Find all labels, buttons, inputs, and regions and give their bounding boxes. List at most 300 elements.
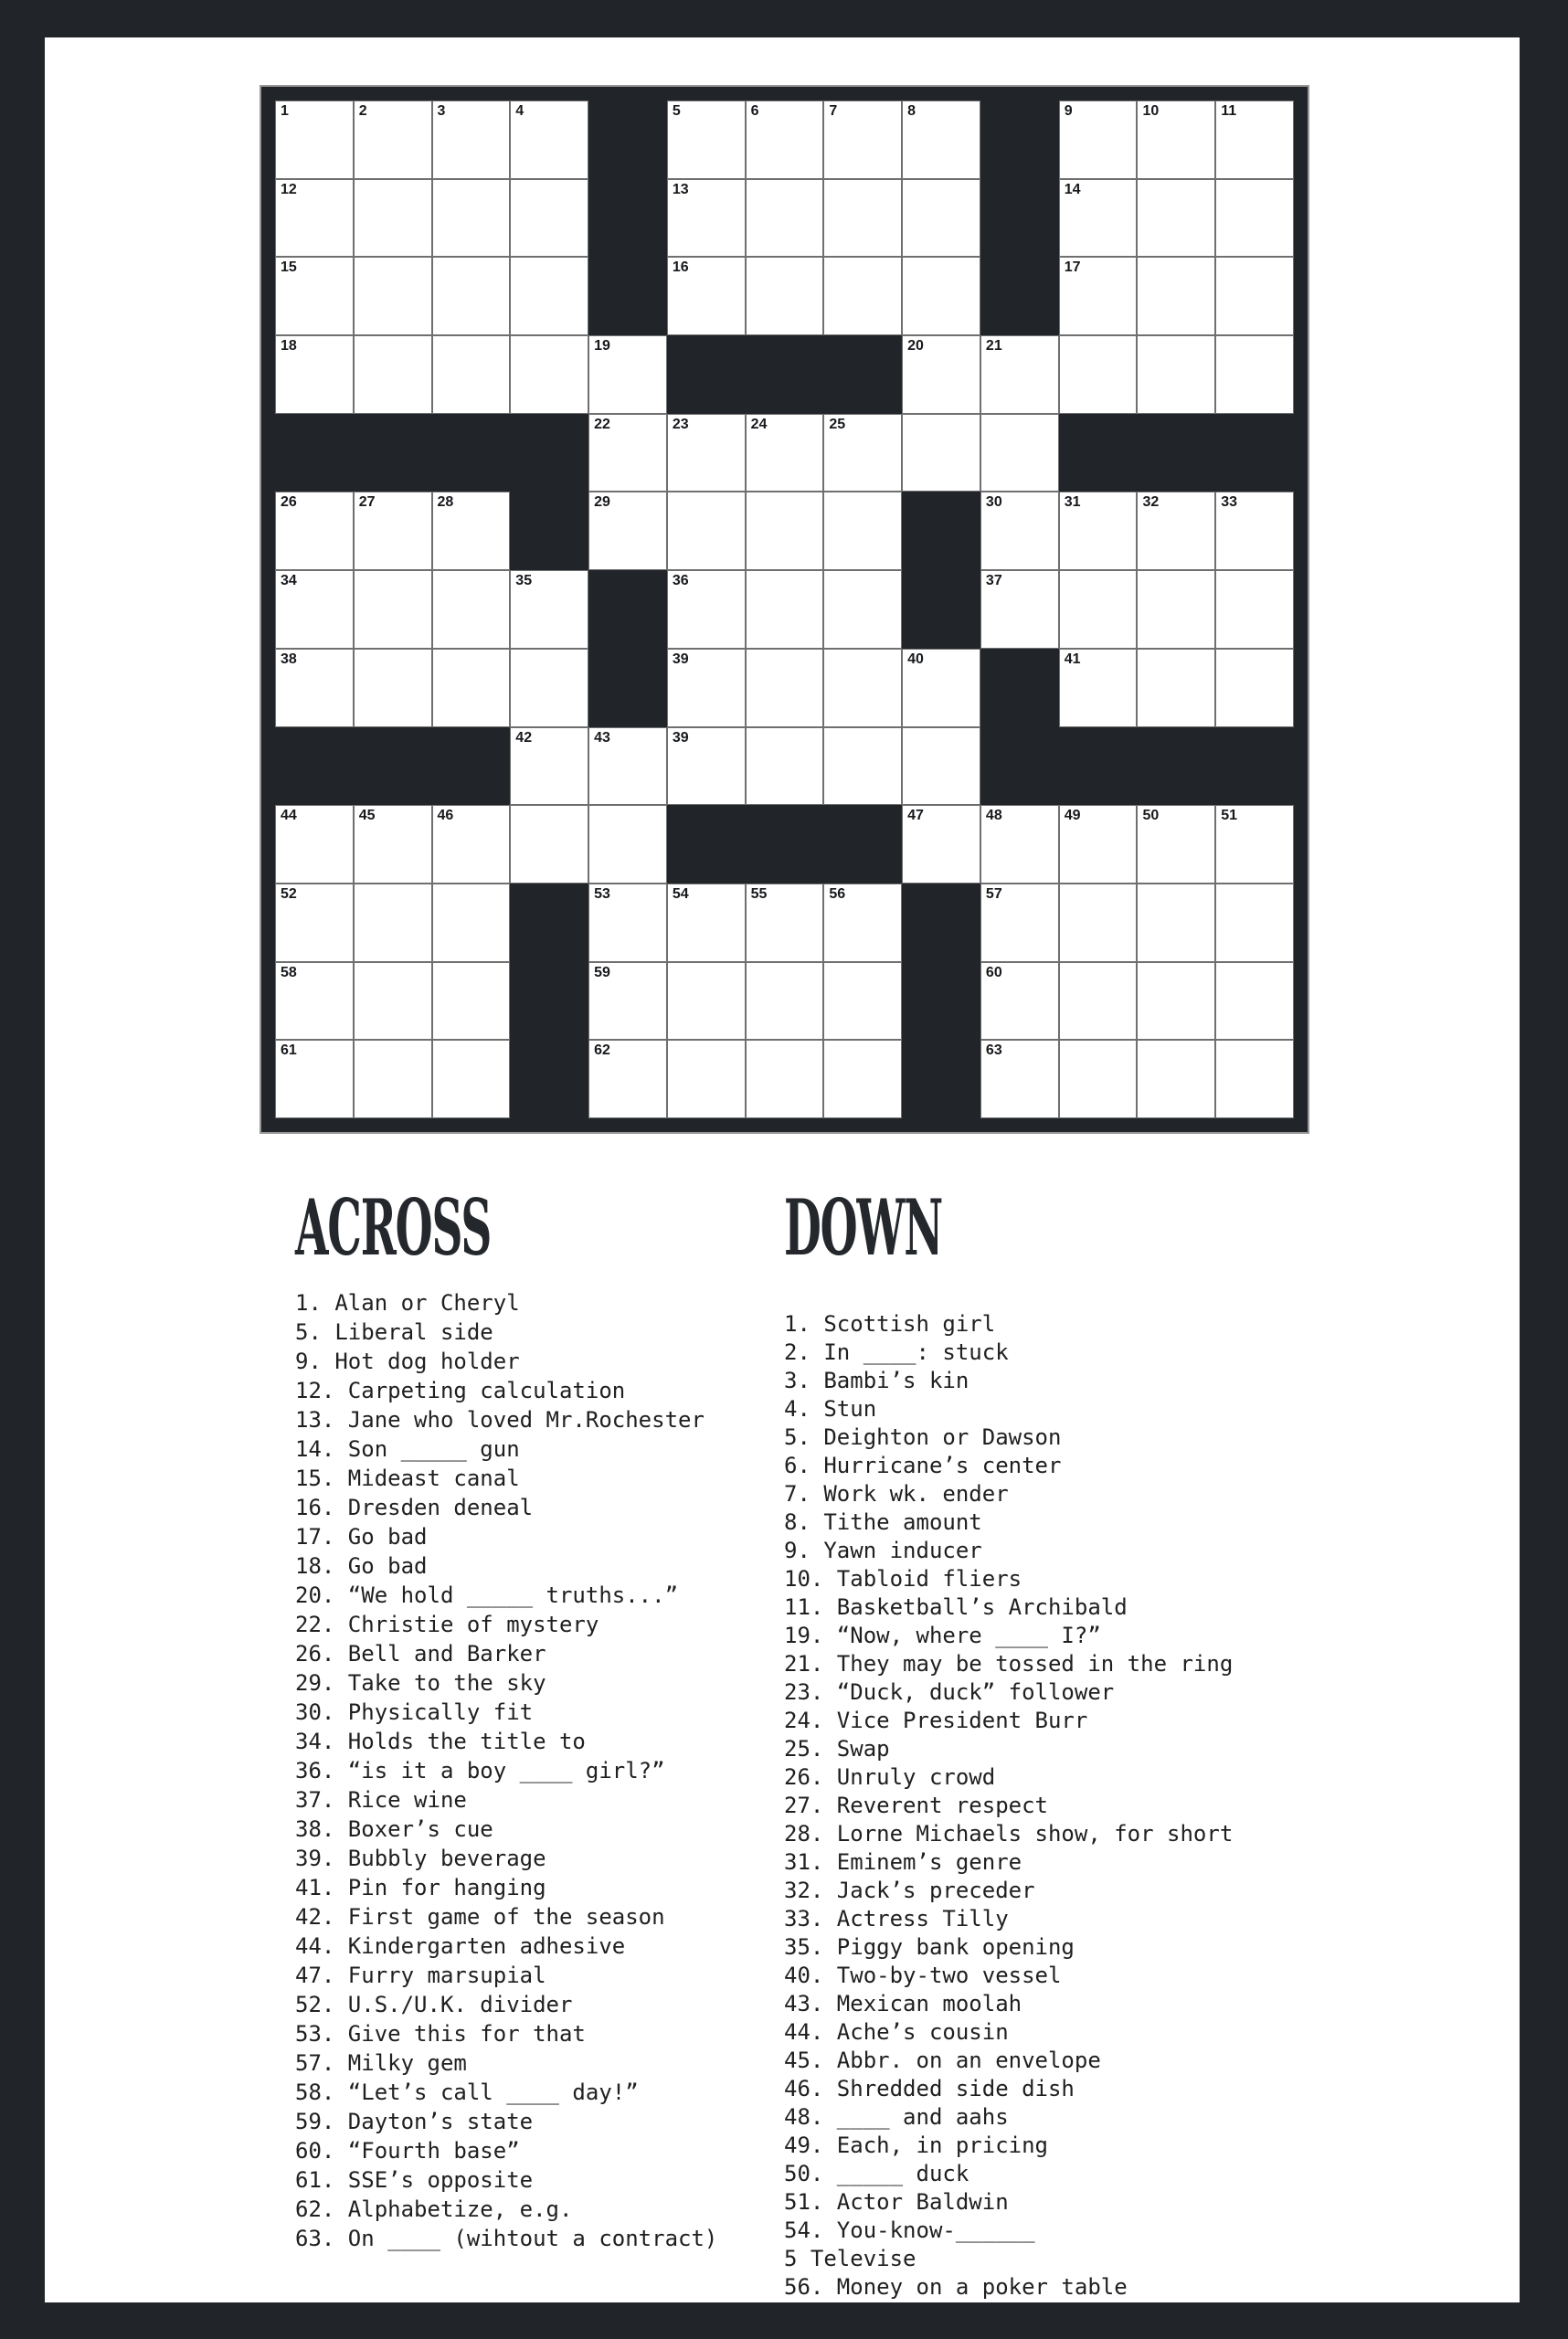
cell-number: 59 [594, 964, 610, 980]
grid-cell-r12c3[interactable] [432, 962, 511, 1041]
grid-cell-r6c11[interactable] [1059, 492, 1138, 570]
grid-cell-r7c11[interactable] [1059, 570, 1138, 649]
down-clue-2: 2. In ____: stuck [784, 1339, 1009, 1365]
grid-cell-r1c13[interactable] [1215, 101, 1294, 179]
grid-block-r4c7 [746, 335, 824, 414]
grid-block-r12c4 [510, 962, 588, 1041]
across-clue-37: 37. Rice wine [295, 1787, 467, 1813]
grid-cell-r11c13[interactable] [1215, 884, 1294, 962]
grid-block-r10c7 [746, 805, 824, 884]
grid-block-r9c2 [354, 727, 432, 806]
grid-cell-r7c7[interactable] [746, 570, 824, 649]
grid-cell-r4c4[interactable] [510, 335, 588, 414]
across-clue-26: 26. Bell and Barker [295, 1641, 546, 1667]
grid-block-r11c4 [510, 884, 588, 962]
cell-number: 28 [437, 494, 454, 511]
cell-number: 23 [672, 416, 689, 432]
grid-cell-r1c9[interactable] [902, 101, 980, 179]
grid-block-r9c10 [980, 727, 1059, 806]
down-clue-27: 27. Reverent respect [784, 1793, 1048, 1818]
grid-cell-r12c10[interactable] [980, 962, 1059, 1041]
grid-block-r6c9 [902, 492, 980, 570]
grid-cell-r5c5[interactable] [588, 414, 667, 492]
grid-cell-r10c4[interactable] [510, 805, 588, 884]
down-clue-46: 46. Shredded side dish [784, 2076, 1075, 2101]
grid-cell-r5c10[interactable] [980, 414, 1059, 492]
cell-number: 55 [750, 885, 768, 902]
grid-cell-r10c1[interactable] [275, 805, 354, 884]
grid-block-r5c3 [432, 414, 511, 492]
grid-cell-r2c7[interactable] [746, 179, 824, 258]
grid-block-r7c5 [588, 570, 667, 649]
grid-block-r11c9 [902, 884, 980, 962]
cell-number: 15 [281, 259, 297, 276]
grid-cell-r4c10[interactable] [980, 335, 1059, 414]
down-clue-26: 26. Unruly crowd [784, 1764, 996, 1790]
cell-number: 3 [437, 103, 446, 119]
grid-cell-r3c11[interactable] [1059, 257, 1138, 335]
grid-cell-r8c7[interactable] [746, 649, 824, 727]
across-clue-61: 61. SSE’s opposite [295, 2167, 534, 2193]
across-clue-30: 30. Physically fit [295, 1699, 534, 1725]
cell-number: 40 [907, 651, 924, 667]
cell-number: 33 [1221, 494, 1238, 511]
down-clue-28: 28. Lorne Michaels show, for short [784, 1821, 1234, 1847]
grid-cell-r5c6[interactable] [667, 414, 746, 492]
across-clue-20: 20. “We hold _____ truths...” [295, 1582, 679, 1608]
grid-block-r9c12 [1137, 727, 1215, 806]
grid-cell-r4c3[interactable] [432, 335, 511, 414]
grid-block-r13c9 [902, 1040, 980, 1118]
grid-cell-r6c6[interactable] [667, 492, 746, 570]
down-heading-text: DOWN [784, 1182, 943, 1273]
grid-block-r5c13 [1215, 414, 1294, 492]
grid-cell-r4c9[interactable] [902, 335, 980, 414]
grid-cell-r9c9[interactable] [902, 727, 980, 806]
grid-cell-r12c6[interactable] [667, 962, 746, 1041]
grid-cell-r10c12[interactable] [1137, 805, 1215, 884]
grid-block-r9c1 [275, 727, 354, 806]
grid-cell-r6c13[interactable] [1215, 492, 1294, 570]
across-clue-63: 63. On ____ (wihtout a contract) [295, 2226, 718, 2251]
across-clue-list [295, 1288, 717, 2253]
grid-cell-r12c5[interactable] [588, 962, 667, 1041]
grid-cell-r13c11[interactable] [1059, 1040, 1138, 1118]
cell-number: 9 [1064, 103, 1073, 119]
cell-number: 5 [672, 103, 681, 119]
grid-block-r2c5 [588, 179, 667, 258]
grid-cell-r13c1[interactable] [275, 1040, 354, 1118]
cell-number: 48 [985, 808, 1002, 824]
grid-cell-r11c11[interactable] [1059, 884, 1138, 962]
down-clue-33: 33. Actress Tilly [784, 1906, 1009, 1932]
grid-block-r8c10 [980, 649, 1059, 727]
grid-cell-r10c5[interactable] [588, 805, 667, 884]
grid-cell-r7c10[interactable] [980, 570, 1059, 649]
grid-cell-r3c8[interactable] [823, 257, 902, 335]
grid-cell-r11c7[interactable] [746, 884, 824, 962]
grid-cell-r1c8[interactable] [823, 101, 902, 179]
cell-number: 54 [672, 885, 689, 902]
grid-cell-r3c4[interactable] [510, 257, 588, 335]
cell-number: 34 [281, 573, 297, 589]
down-clue-11: 11. Basketball’s Archibald [784, 1594, 1128, 1620]
grid-cell-r10c3[interactable] [432, 805, 511, 884]
grid-cell-r1c6[interactable] [667, 101, 746, 179]
grid-cell-r3c3[interactable] [432, 257, 511, 335]
cell-number: 63 [985, 1042, 1002, 1059]
across-clue-42: 42. First game of the season [295, 1904, 665, 1930]
across-clue-15: 15. Mideast canal [295, 1466, 520, 1491]
grid-cell-r11c8[interactable] [823, 884, 902, 962]
down-clue-5: 5. Deighton or Dawson [784, 1424, 1062, 1450]
down-clue-list [784, 1310, 1233, 2302]
cell-number: 11 [1221, 103, 1237, 119]
down-clue-54: 54. You-know-______ [784, 2217, 1035, 2243]
across-clue-34: 34. Holds the title to [295, 1729, 586, 1754]
grid-cell-r12c2[interactable] [354, 962, 432, 1041]
grid-cell-r7c3[interactable] [432, 570, 511, 649]
down-clue-6: 6. Hurricane’s center [784, 1453, 1062, 1478]
across-clue-58: 58. “Let’s call ____ day!” [295, 2080, 639, 2105]
down-clue-51: 51. Actor Baldwin [784, 2189, 1009, 2215]
grid-block-r10c6 [667, 805, 746, 884]
grid-cell-r12c11[interactable] [1059, 962, 1138, 1041]
cell-number: 43 [594, 729, 610, 746]
cell-number: 56 [829, 885, 846, 902]
cell-number: 7 [829, 103, 838, 119]
down-clue-24: 24. Vice President Burr [784, 1708, 1088, 1733]
grid-cell-r4c11[interactable] [1059, 335, 1138, 414]
grid-cell-r6c7[interactable] [746, 492, 824, 570]
grid-cells-container [275, 101, 1294, 1118]
cell-number: 61 [281, 1042, 297, 1059]
cell-number: 51 [1221, 808, 1238, 824]
grid-cell-r2c11[interactable] [1059, 179, 1138, 258]
cell-number: 22 [594, 416, 610, 432]
across-clue-13: 13. Jane who loved Mr.Rochester [295, 1407, 705, 1433]
grid-cell-r8c2[interactable] [354, 649, 432, 727]
down-clue-19: 19. “Now, where ____ I?” [784, 1623, 1101, 1648]
grid-cell-r2c12[interactable] [1137, 179, 1215, 258]
down-clue-48: 48. ____ and aahs [784, 2104, 1009, 2130]
grid-cell-r4c5[interactable] [588, 335, 667, 414]
cell-number: 52 [281, 885, 297, 902]
grid-cell-r11c12[interactable] [1137, 884, 1215, 962]
across-heading [295, 1182, 645, 1273]
down-clue-44: 44. Ache’s cousin [784, 2019, 1009, 2045]
grid-block-r5c2 [354, 414, 432, 492]
grid-cell-r6c3[interactable] [432, 492, 511, 570]
grid-cell-r10c2[interactable] [354, 805, 432, 884]
grid-cell-r6c5[interactable] [588, 492, 667, 570]
cell-number: 60 [985, 964, 1002, 980]
down-clue-43: 43. Mexican moolah [784, 1991, 1022, 2016]
across-clue-18: 18. Go bad [295, 1553, 428, 1579]
down-clue-5: 5 Televise [784, 2246, 916, 2271]
grid-cell-r7c12[interactable] [1137, 570, 1215, 649]
grid-cell-r13c10[interactable] [980, 1040, 1059, 1118]
grid-cell-r2c4[interactable] [510, 179, 588, 258]
cell-number: 18 [281, 338, 297, 355]
grid-cell-r9c6[interactable] [667, 727, 746, 806]
grid-cell-r10c9[interactable] [902, 805, 980, 884]
cell-number: 38 [281, 651, 297, 667]
across-clue-29: 29. Take to the sky [295, 1670, 546, 1696]
grid-block-r3c10 [980, 257, 1059, 335]
down-clue-8: 8. Tithe amount [784, 1509, 982, 1535]
grid-cell-r3c6[interactable] [667, 257, 746, 335]
across-clue-60: 60. “Fourth base” [295, 2138, 520, 2164]
grid-cell-r11c3[interactable] [432, 884, 511, 962]
grid-cell-r13c2[interactable] [354, 1040, 432, 1118]
grid-block-r3c5 [588, 257, 667, 335]
grid-cell-r12c7[interactable] [746, 962, 824, 1041]
grid-cell-r12c12[interactable] [1137, 962, 1215, 1041]
cell-number: 49 [1064, 808, 1081, 824]
cell-number: 39 [672, 651, 689, 667]
cell-number: 58 [281, 964, 297, 980]
grid-cell-r5c8[interactable] [823, 414, 902, 492]
down-clue-45: 45. Abbr. on an envelope [784, 2048, 1101, 2073]
grid-cell-r2c13[interactable] [1215, 179, 1294, 258]
grid-cell-r12c13[interactable] [1215, 962, 1294, 1041]
across-clue-39: 39. Bubbly beverage [295, 1846, 546, 1871]
grid-cell-r13c8[interactable] [823, 1040, 902, 1118]
cell-number: 62 [594, 1042, 610, 1059]
grid-cell-r6c2[interactable] [354, 492, 432, 570]
grid-cell-r7c4[interactable] [510, 570, 588, 649]
grid-block-r5c11 [1059, 414, 1138, 492]
cell-number: 13 [672, 181, 689, 197]
cell-number: 10 [1142, 103, 1160, 119]
grid-cell-r2c8[interactable] [823, 179, 902, 258]
down-clue-1: 1. Scottish girl [784, 1311, 996, 1337]
grid-cell-r1c4[interactable] [510, 101, 588, 179]
cell-number: 19 [594, 338, 610, 355]
grid-cell-r2c6[interactable] [667, 179, 746, 258]
across-clue-1: 1. Alan or Cheryl [295, 1290, 520, 1316]
cell-number: 8 [907, 103, 916, 119]
across-clue-17: 17. Go bad [295, 1524, 428, 1550]
grid-cell-r11c2[interactable] [354, 884, 432, 962]
grid-cell-r3c9[interactable] [902, 257, 980, 335]
grid-cell-r8c9[interactable] [902, 649, 980, 727]
grid-cell-r11c1[interactable] [275, 884, 354, 962]
grid-block-r10c8 [823, 805, 902, 884]
grid-cell-r7c2[interactable] [354, 570, 432, 649]
across-clue-59: 59. Dayton’s state [295, 2109, 534, 2134]
grid-cell-r9c8[interactable] [823, 727, 902, 806]
grid-cell-r12c8[interactable] [823, 962, 902, 1041]
down-clue-32: 32. Jack’s preceder [784, 1878, 1035, 1903]
cell-number: 20 [907, 338, 924, 355]
grid-cell-r2c1[interactable] [275, 179, 354, 258]
across-clue-62: 62. Alphabetize, e.g. [295, 2196, 573, 2222]
grid-cell-r10c13[interactable] [1215, 805, 1294, 884]
cell-number: 46 [437, 808, 454, 824]
cell-number: 6 [750, 103, 759, 119]
grid-cell-r7c13[interactable] [1215, 570, 1294, 649]
cell-number: 2 [358, 103, 367, 119]
grid-cell-r13c5[interactable] [588, 1040, 667, 1118]
grid-cell-r6c12[interactable] [1137, 492, 1215, 570]
down-clue-31: 31. Eminem’s genre [784, 1849, 1022, 1875]
down-clue-35: 35. Piggy bank opening [784, 1934, 1075, 1960]
across-clue-47: 47. Furry marsupial [295, 1963, 546, 1988]
across-clue-14: 14. Son _____ gun [295, 1436, 520, 1462]
cell-number: 12 [281, 181, 297, 197]
cell-number: 35 [515, 573, 533, 589]
grid-cell-r13c12[interactable] [1137, 1040, 1215, 1118]
grid-cell-r11c10[interactable] [980, 884, 1059, 962]
grid-cell-r6c10[interactable] [980, 492, 1059, 570]
grid-cell-r2c3[interactable] [432, 179, 511, 258]
across-clue-38: 38. Boxer’s cue [295, 1816, 493, 1842]
cell-number: 27 [358, 494, 376, 511]
grid-block-r6c4 [510, 492, 588, 570]
grid-cell-r9c5[interactable] [588, 727, 667, 806]
grid-block-r9c13 [1215, 727, 1294, 806]
grid-cell-r1c2[interactable] [354, 101, 432, 179]
across-heading-text: ACROSS [295, 1182, 492, 1273]
grid-cell-r4c2[interactable] [354, 335, 432, 414]
grid-cell-r5c9[interactable] [902, 414, 980, 492]
grid-cell-r13c13[interactable] [1215, 1040, 1294, 1118]
cell-number: 25 [829, 416, 846, 432]
cell-number: 50 [1142, 808, 1160, 824]
grid-cell-r5c7[interactable] [746, 414, 824, 492]
cell-number: 21 [985, 338, 1002, 355]
grid-cell-r9c4[interactable] [510, 727, 588, 806]
grid-block-r5c4 [510, 414, 588, 492]
grid-cell-r1c3[interactable] [432, 101, 511, 179]
across-clue-16: 16. Dresden deneal [295, 1495, 534, 1520]
grid-cell-r6c8[interactable] [823, 492, 902, 570]
grid-cell-r13c3[interactable] [432, 1040, 511, 1118]
grid-cell-r4c13[interactable] [1215, 335, 1294, 414]
grid-cell-r8c13[interactable] [1215, 649, 1294, 727]
grid-cell-r9c7[interactable] [746, 727, 824, 806]
grid-block-r12c9 [902, 962, 980, 1041]
across-clue-12: 12. Carpeting calculation [295, 1378, 626, 1403]
cell-number: 37 [985, 573, 1002, 589]
cell-number: 53 [594, 885, 610, 902]
grid-cell-r3c7[interactable] [746, 257, 824, 335]
grid-cell-r1c11[interactable] [1059, 101, 1138, 179]
grid-cell-r13c6[interactable] [667, 1040, 746, 1118]
grid-cell-r13c7[interactable] [746, 1040, 824, 1118]
grid-cell-r8c1[interactable] [275, 649, 354, 727]
grid-block-r4c8 [823, 335, 902, 414]
cell-number: 24 [750, 416, 768, 432]
grid-cell-r1c1[interactable] [275, 101, 354, 179]
grid-cell-r2c9[interactable] [902, 179, 980, 258]
grid-block-r2c10 [980, 179, 1059, 258]
down-clue-25: 25. Swap [784, 1736, 890, 1762]
grid-cell-r1c12[interactable] [1137, 101, 1215, 179]
down-clue-56: 56. Money on a poker table [784, 2274, 1128, 2300]
grid-block-r1c5 [588, 101, 667, 179]
down-clue-9: 9. Yawn inducer [784, 1538, 982, 1563]
grid-block-r5c1 [275, 414, 354, 492]
cell-number: 41 [1064, 651, 1081, 667]
cell-number: 42 [515, 729, 533, 746]
grid-cell-r8c8[interactable] [823, 649, 902, 727]
grid-cell-r2c2[interactable] [354, 179, 432, 258]
cell-number: 57 [985, 885, 1002, 902]
across-clue-57: 57. Milky gem [295, 2050, 467, 2076]
grid-cell-r3c13[interactable] [1215, 257, 1294, 335]
grid-cell-r1c7[interactable] [746, 101, 824, 179]
cell-number: 39 [672, 729, 689, 746]
grid-cell-r3c1[interactable] [275, 257, 354, 335]
cell-number: 4 [515, 103, 524, 119]
grid-cell-r7c1[interactable] [275, 570, 354, 649]
grid-cell-r4c1[interactable] [275, 335, 354, 414]
grid-cell-r12c1[interactable] [275, 962, 354, 1041]
down-clue-50: 50. _____ duck [784, 2161, 969, 2186]
across-clue-36: 36. “is it a boy ____ girl?” [295, 1758, 665, 1783]
grid-cell-r3c2[interactable] [354, 257, 432, 335]
grid-cell-r10c10[interactable] [980, 805, 1059, 884]
down-clue-23: 23. “Duck, duck” follower [784, 1679, 1115, 1705]
grid-cell-r8c11[interactable] [1059, 649, 1138, 727]
grid-block-r4c6 [667, 335, 746, 414]
down-clue-7: 7. Work wk. ender [784, 1481, 1009, 1507]
cell-number: 47 [907, 808, 924, 824]
grid-cell-r11c5[interactable] [588, 884, 667, 962]
grid-cell-r7c8[interactable] [823, 570, 902, 649]
down-clue-10: 10. Tabloid fliers [784, 1566, 1022, 1592]
down-clue-3: 3. Bambi’s kin [784, 1368, 969, 1393]
grid-cell-r11c6[interactable] [667, 884, 746, 962]
cell-number: 1 [281, 103, 289, 119]
cell-number: 14 [1064, 181, 1081, 197]
across-clue-9: 9. Hot dog holder [295, 1349, 520, 1374]
grid-block-r9c3 [432, 727, 511, 806]
grid-block-r5c12 [1137, 414, 1215, 492]
down-clue-40: 40. Two-by-two vessel [784, 1963, 1062, 1988]
grid-cell-r8c6[interactable] [667, 649, 746, 727]
cell-number: 26 [281, 494, 297, 511]
grid-cell-r10c11[interactable] [1059, 805, 1138, 884]
cell-number: 36 [672, 573, 689, 589]
cell-number: 31 [1064, 494, 1081, 511]
cell-number: 32 [1142, 494, 1160, 511]
grid-cell-r8c3[interactable] [432, 649, 511, 727]
grid-cell-r3c12[interactable] [1137, 257, 1215, 335]
across-clue-44: 44. Kindergarten adhesive [295, 1933, 626, 1959]
across-clue-5: 5. Liberal side [295, 1319, 493, 1345]
grid-cell-r4c12[interactable] [1137, 335, 1215, 414]
crossword-grid [260, 85, 1309, 1134]
grid-block-r1c10 [980, 101, 1059, 179]
down-clue-4: 4. Stun [784, 1396, 877, 1422]
down-heading [784, 1182, 1066, 1273]
cell-number: 16 [672, 259, 689, 276]
cell-number: 45 [358, 808, 376, 824]
cell-number: 17 [1064, 259, 1081, 276]
grid-cell-r6c1[interactable] [275, 492, 354, 570]
grid-cell-r8c12[interactable] [1137, 649, 1215, 727]
grid-cell-r7c6[interactable] [667, 570, 746, 649]
down-clue-21: 21. They may be tossed in the ring [784, 1651, 1234, 1677]
down-clue-49: 49. Each, in pricing [784, 2133, 1048, 2158]
grid-block-r13c4 [510, 1040, 588, 1118]
across-clue-22: 22. Christie of mystery [295, 1612, 599, 1637]
grid-cell-r8c4[interactable] [510, 649, 588, 727]
